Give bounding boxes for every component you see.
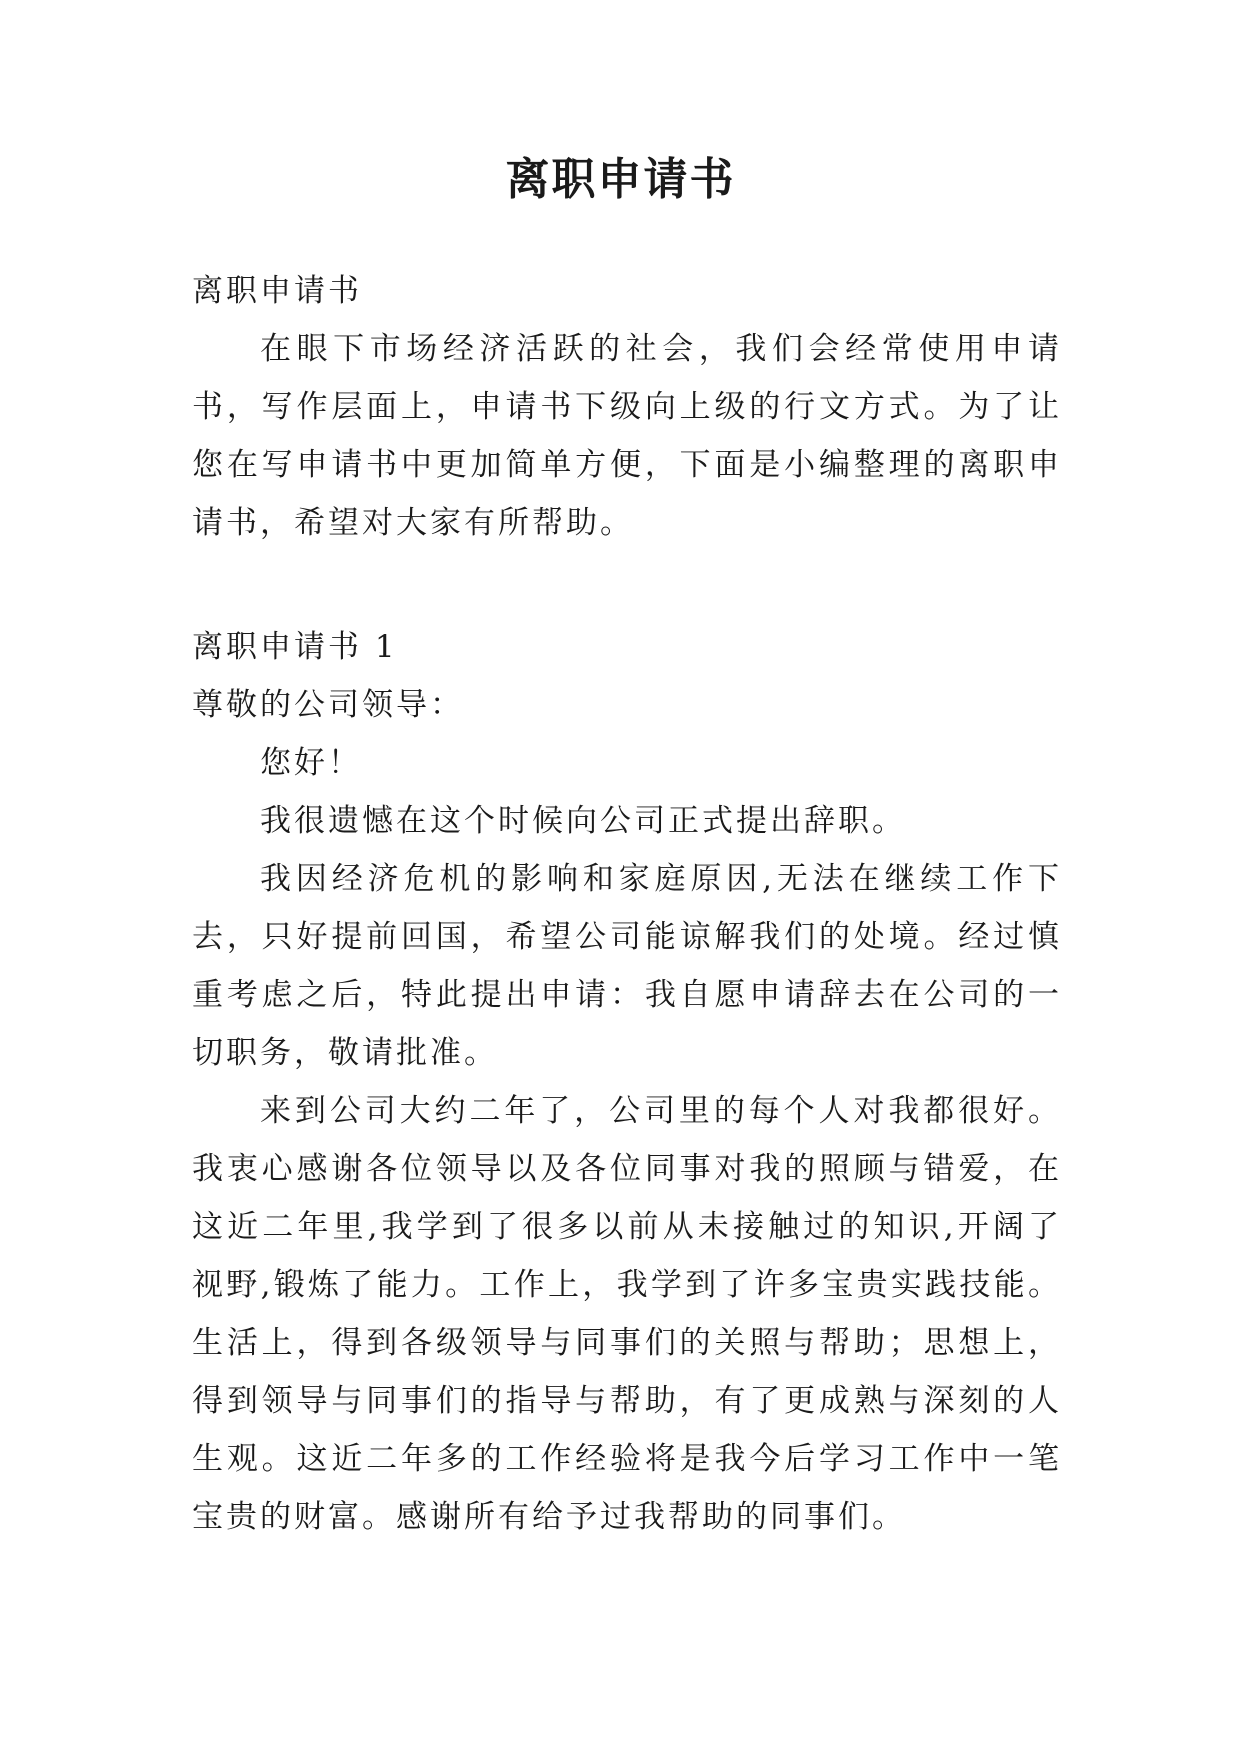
section-spacer bbox=[192, 552, 1062, 610]
intro-paragraph: 在眼下市场经济活跃的社会，我们会经常使用申请书，写作层面上，申请书下级向上级的行文方式。为了让您在写申请书中更加简单方便，下面是小编整理的离职申请书，希望对大家有所帮助。 bbox=[192, 331, 1062, 541]
intro-heading: 离职申请书 bbox=[192, 273, 362, 309]
letter-salutation: 尊敬的公司领导： bbox=[192, 687, 464, 723]
letter-paragraph: 我因经济危机的影响和家庭原因,无法在继续工作下去，只好提前回国，希望公司能谅解我们的处境。经过慎重考虑之后，特此提出申请：我自愿申请辞去在公司的一切职务，敬请批准。 bbox=[192, 861, 1062, 1071]
letter-greeting: 您好！ bbox=[260, 745, 362, 781]
letter-paragraph: 来到公司大约二年了，公司里的每个人对我都很好。我衷心感谢各位领导以及各位同事对我的照顾与错爱，在这近二年里,我学到了很多以前从未接触过的知识,开阔了视野,锻炼了能力。工作上，我学到了许多宝贵实践技能。生活上，得到各级领导与同事们的关照与帮助；思想上，得到领导与同事们的指导与帮助，有了更成熟与深刻的人生观。这近二年多的工作经验将是我今后学习工作中一笔宝贵的财富。感谢所有给予过我帮助的同事们。 bbox=[192, 1093, 1062, 1535]
letter-paragraph: 我很遗憾在这个时候向公司正式提出辞职。 bbox=[260, 803, 906, 839]
document-title: 离职申请书 bbox=[505, 154, 736, 205]
document-body bbox=[192, 262, 1062, 1546]
letter-heading: 离职申请书 1 bbox=[192, 629, 398, 665]
